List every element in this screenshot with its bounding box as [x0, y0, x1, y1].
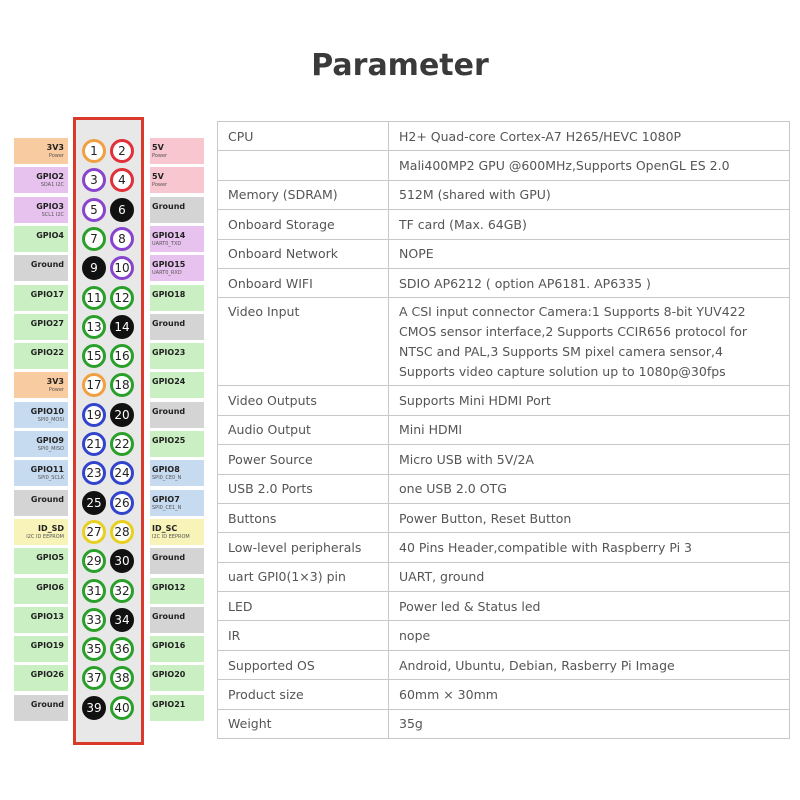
param-key: Low-level peripherals [218, 533, 389, 562]
pin-label-function: SPI0_CE1_N [152, 504, 182, 511]
pin-1: 1 [82, 139, 106, 163]
right-pin-label [150, 636, 204, 662]
param-value: 35g [389, 709, 790, 738]
table-row [218, 122, 790, 151]
pin-label-function: UART0_TXD [152, 240, 182, 247]
table-row [218, 180, 790, 209]
pin-37: 37 [82, 666, 106, 690]
pin-label-name: GPIO8 [152, 465, 180, 475]
pin-34: 34 [110, 608, 134, 632]
param-key: Video Input [218, 298, 389, 386]
pin-label-name: GPIO20 [152, 670, 186, 680]
pin-label-name: Ground [30, 494, 64, 504]
pin-label-name: GPIO18 [152, 289, 186, 299]
pin-label-function: Power [152, 153, 168, 159]
param-key: USB 2.0 Ports [218, 474, 389, 503]
pin-label-name: GPIO17 [30, 289, 64, 299]
pin-27: 27 [82, 520, 106, 544]
table-row [218, 592, 790, 621]
right-pin-label [150, 197, 204, 223]
pin-label-name: ID_SD [37, 523, 64, 533]
left-pin-label [14, 578, 68, 604]
left-pin-label [14, 285, 68, 311]
pin-label-name: GPIO7 [152, 494, 180, 504]
pin-label-function: SPI0_SCLK [37, 475, 64, 482]
table-row [218, 533, 790, 562]
param-key: Onboard Storage [218, 210, 389, 239]
left-pin-label [14, 636, 68, 662]
pin-16: 16 [110, 344, 134, 368]
param-key: Onboard Network [218, 239, 389, 268]
pin-6: 6 [110, 198, 134, 222]
param-key: Memory (SDRAM) [218, 180, 389, 209]
param-value: SDIO AP6212 ( option AP6181. AP6335 ) [389, 268, 790, 297]
right-pin-label [150, 343, 204, 369]
left-pin-label [14, 548, 68, 574]
left-pin-label [14, 519, 68, 545]
left-pin-label [14, 343, 68, 369]
pin-3: 3 [82, 168, 106, 192]
pin-36: 36 [110, 637, 134, 661]
pin-33: 33 [82, 608, 106, 632]
table-row [218, 680, 790, 709]
left-pin-label [14, 314, 68, 340]
pin-32: 32 [110, 579, 134, 603]
left-pin-label [14, 607, 68, 633]
param-key: uart GPI0(1×3) pin [218, 562, 389, 591]
param-value: TF card (Max. 64GB) [389, 210, 790, 239]
pin-label-name: GPIO22 [30, 348, 64, 358]
left-pin-label [14, 490, 68, 516]
pin-label-name: GPIO13 [30, 611, 64, 621]
pin-label-name: GPIO19 [30, 641, 64, 651]
pin-2: 2 [110, 139, 134, 163]
pin-label-name: Ground [152, 318, 186, 328]
pin-label-function: Power [48, 153, 64, 159]
pin-39: 39 [82, 696, 106, 720]
pin-label-name: Ground [30, 699, 64, 709]
param-value: 40 Pins Header,compatible with Raspberry Pi 3 [389, 533, 790, 562]
pin-label-function: SPI0_CE0_N [152, 475, 182, 482]
right-pin-label [150, 138, 204, 164]
pin-label-function: SDA1 I2C [40, 182, 64, 189]
pin-label-name: GPIO15 [152, 260, 186, 270]
right-pin-label [150, 548, 204, 574]
pin-28: 28 [110, 520, 134, 544]
param-value: Micro USB with 5V/2A [389, 445, 790, 474]
pin-label-name: GPIO11 [30, 465, 64, 475]
table-row [218, 386, 790, 415]
pin-label-name: Ground [152, 611, 186, 621]
table-row [218, 503, 790, 532]
right-pin-label [150, 226, 204, 252]
pin-18: 18 [110, 373, 134, 397]
pin-label-name: 5V [152, 143, 164, 152]
pin-label-name: GPIO23 [152, 348, 186, 358]
right-pin-label [150, 519, 204, 545]
param-value: H2+ Quad-core Cortex-A7 H265/HEVC 1080P [389, 122, 790, 151]
parameter-table [217, 121, 790, 739]
pin-label-name: GPIO10 [30, 406, 64, 416]
pin-label-name: Ground [152, 201, 186, 211]
pin-8: 8 [110, 227, 134, 251]
left-pin-label [14, 138, 68, 164]
page-title: Parameter [311, 48, 489, 83]
pin-label-name: GPIO16 [152, 641, 186, 651]
right-pin-label [150, 255, 204, 281]
pin-19: 19 [82, 403, 106, 427]
left-pin-label [14, 402, 68, 428]
pin-5: 5 [82, 198, 106, 222]
left-pin-label [14, 167, 68, 193]
pin-15: 15 [82, 344, 106, 368]
pin-label-name: GPIO14 [152, 230, 186, 240]
pin-38: 38 [110, 666, 134, 690]
right-pin-label [150, 460, 204, 486]
pin-label-name: GPIO27 [30, 318, 64, 328]
param-value: NOPE [389, 239, 790, 268]
left-pin-label [14, 431, 68, 457]
right-pin-label [150, 578, 204, 604]
pin-label-function: UART0_RXD [152, 270, 182, 277]
pin-label-name: GPIO9 [36, 436, 64, 445]
pin-label-name: Ground [30, 260, 64, 270]
pin-label-name: GPIO3 [36, 201, 64, 211]
pin-label-name: 3V3 [46, 377, 64, 387]
table-row [218, 210, 790, 239]
table-row [218, 621, 790, 650]
param-value: Android, Ubuntu, Debian, Rasberry Pi Image [389, 650, 790, 679]
left-pin-label [14, 197, 68, 223]
pin-29: 29 [82, 549, 106, 573]
right-pin-label [150, 607, 204, 633]
right-pin-label [150, 695, 204, 721]
pin-label-name: GPIO21 [152, 699, 186, 709]
param-value: 60mm × 30mm [389, 680, 790, 709]
pin-26: 26 [110, 491, 134, 515]
param-value: Mini HDMI [389, 415, 790, 444]
pin-9: 9 [82, 256, 106, 280]
pin-label-name: Ground [152, 553, 186, 563]
pin-7: 7 [82, 227, 106, 251]
param-key: LED [218, 592, 389, 621]
param-key: Weight [218, 709, 389, 738]
pin-17: 17 [82, 373, 106, 397]
table-row [218, 298, 790, 386]
pin-label-name: GPIO26 [30, 670, 64, 680]
table-row [218, 562, 790, 591]
pin-label-function: I2C ID EEPROM [152, 533, 190, 540]
param-value: Power led & Status led [389, 592, 790, 621]
pin-24: 24 [110, 461, 134, 485]
pin-10: 10 [110, 256, 134, 280]
table-row [218, 445, 790, 474]
table-row [218, 650, 790, 679]
param-value: one USB 2.0 OTG [389, 474, 790, 503]
param-key: Product size [218, 680, 389, 709]
pin-30: 30 [110, 549, 134, 573]
right-pin-label [150, 665, 204, 691]
pin-label-function: I2C ID EEPROM [26, 533, 64, 540]
pin-22: 22 [110, 432, 134, 456]
pin-label-name: GPIO4 [36, 230, 64, 240]
pin-label-name: 5V [152, 172, 164, 182]
right-pin-label [150, 314, 204, 340]
param-value: nope [389, 621, 790, 650]
pin-label-name: GPIO24 [152, 377, 186, 387]
pin-20: 20 [110, 403, 134, 427]
table-row [218, 151, 790, 180]
left-pin-label [14, 460, 68, 486]
param-value: A CSI input connector Camera:1 Supports 8-bit YUV422 CMOS sensor interface,2 Supports CCIR656 protocol for NTSC and PAL,3 Supports SM pixel camera sensor,4 Supports video capture solution up to 1080p@30fps [389, 298, 790, 386]
param-value: Supports Mini HDMI Port [389, 386, 790, 415]
pin-label-function: Power [152, 182, 168, 189]
pin-label-name: 3V3 [46, 143, 64, 152]
param-key [218, 151, 389, 180]
right-pin-label [150, 490, 204, 516]
table-row [218, 268, 790, 297]
param-value: 512M (shared with GPU) [389, 180, 790, 209]
right-pin-label [150, 285, 204, 311]
pin-label-name: GPIO5 [36, 553, 64, 563]
pin-25: 25 [82, 491, 106, 515]
param-value: Mali400MP2 GPU @600MHz,Supports OpenGL ES 2.0 [389, 151, 790, 180]
right-pin-label [150, 431, 204, 457]
param-key: Audio Output [218, 415, 389, 444]
pin-13: 13 [82, 315, 106, 339]
table-row [218, 474, 790, 503]
param-key: IR [218, 621, 389, 650]
pin-label-name: ID_SC [152, 523, 178, 533]
right-pin-label [150, 372, 204, 398]
param-key: Power Source [218, 445, 389, 474]
pin-label-function: SPI0_MOSI [37, 416, 64, 423]
pin-35: 35 [82, 637, 106, 661]
pin-31: 31 [82, 579, 106, 603]
right-pin-label [150, 402, 204, 428]
pin-14: 14 [110, 315, 134, 339]
pin-label-function: SPI0_MISO [37, 446, 64, 452]
pin-40: 40 [110, 696, 134, 720]
pin-label-function: Power [48, 387, 64, 394]
pin-21: 21 [82, 432, 106, 456]
pin-label-function: SCL1 I2C [41, 211, 64, 218]
pin-label-name: GPIO12 [152, 582, 186, 592]
pin-label-name: GPIO25 [152, 436, 186, 445]
pin-23: 23 [82, 461, 106, 485]
left-pin-label [14, 226, 68, 252]
param-key: Supported OS [218, 650, 389, 679]
left-pin-label [14, 372, 68, 398]
param-key: Buttons [218, 503, 389, 532]
pin-4: 4 [110, 168, 134, 192]
left-pin-label [14, 255, 68, 281]
param-value: Power Button, Reset Button [389, 503, 790, 532]
pin-label-name: GPIO2 [36, 172, 64, 182]
pin-11: 11 [82, 286, 106, 310]
table-row [218, 239, 790, 268]
table-row [218, 415, 790, 444]
param-key: CPU [218, 122, 389, 151]
pin-label-name: GPIO6 [36, 582, 64, 592]
right-pin-label [150, 167, 204, 193]
table-row [218, 709, 790, 738]
pin-label-name: Ground [152, 406, 186, 416]
left-pin-label [14, 695, 68, 721]
pin-12: 12 [110, 286, 134, 310]
param-key: Onboard WIFI [218, 268, 389, 297]
param-value: UART, ground [389, 562, 790, 591]
left-pin-label [14, 665, 68, 691]
param-key: Video Outputs [218, 386, 389, 415]
